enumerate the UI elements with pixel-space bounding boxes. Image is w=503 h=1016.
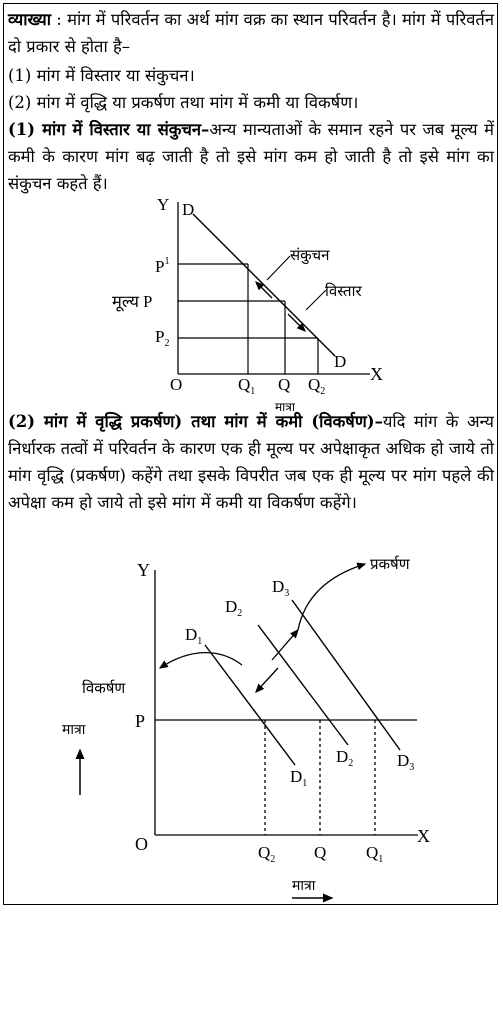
d2-d2-top: $D_2$ (225, 597, 243, 619)
section1-paragraph (8, 116, 494, 197)
intro-paragraph (8, 6, 494, 60)
demand-shift-diagram (60, 550, 460, 900)
intro-text: : मांग में परिवर्तन का अर्थ मांग वक्र का स्थान परिवर्तन है। मांग में परिवर्तन दो प्रकार से होता है– (8, 10, 494, 56)
d2-x-label: X (417, 826, 430, 846)
d2-q2-label: $Q_2$ (258, 843, 276, 865)
d1-x-label: X (370, 364, 383, 384)
d2-shift-left-arrow (256, 668, 278, 692)
d1-q1-label: $Q_1$ (238, 375, 256, 397)
d2-increase-curved-arrow (298, 564, 365, 630)
d1-extension-pointer (306, 290, 326, 310)
demand-extension-diagram (100, 190, 400, 412)
d2-decrease-curved-arrow (160, 653, 242, 668)
section2-text: यदि मांग के अन्य निर्धारक तत्वों में परिवर्तन के कारण एक ही मूल्य पर अपेक्षाकृत अधिक हो जाये तो मांग वृद्धि (प्रकर्षण) कहेंगे तथा इसके विपरीत जब एक ही मूल्य पर मांग पहले की अपेक्षा कम हो जाये तो इसे मांग में कमी या विकर्षण कहेंगे। (8, 412, 494, 512)
d2-x-caption: मात्रा (292, 878, 316, 894)
d1-q2-label: $Q_2$ (308, 375, 326, 397)
section1-text: अन्य मान्यताओं के समान रहने पर जब मूल्य में कमी के कारण मांग बढ़ जाती है तो इसे मांग कम हो जाती है तो इसे मांग का संकुचन कहते हैं। (8, 120, 494, 193)
d1-contraction-label: संकुचन (290, 246, 330, 264)
intro-heading: व्याख्या (8, 10, 51, 29)
d2-q-label: Q (314, 843, 327, 862)
d1-p1-label: $P^1$ (155, 256, 170, 276)
d2-increase-label: प्रकर्षण (370, 555, 410, 573)
d1-origin: O (170, 375, 183, 394)
d1-curve-label-bottom: D (334, 352, 347, 371)
d2-q1-label: $Q_1$ (366, 843, 384, 865)
section2-heading: (2) मांग में वृद्धि प्रकर्षण) तथा मांग में कमी (विकर्षण)– (8, 412, 383, 431)
d2-curve-d3 (292, 600, 400, 750)
d1-price-label: मूल्य P (112, 292, 153, 311)
d1-demand-curve (193, 214, 335, 356)
d2-curve-d1 (205, 645, 295, 765)
d1-curve-label-top: D (182, 200, 195, 219)
d1-p2-label: $P_2$ (155, 327, 170, 349)
intro-item-1: (1) मांग में विस्तार या संकुचन। (8, 66, 195, 85)
d1-q-label: Q (278, 375, 291, 394)
d2-d2-bottom: $D_2$ (336, 747, 354, 769)
d2-y-caption: मात्रा (62, 722, 86, 738)
d2-d1-bottom: $D_1$ (290, 767, 308, 789)
d1-x-caption: मात्रा (275, 400, 296, 414)
d2-y-label: Y (137, 560, 150, 580)
d2-curve-d2 (258, 625, 348, 745)
section2-paragraph (8, 408, 494, 516)
d1-extension-label: विस्तार (325, 282, 362, 300)
d2-origin: O (135, 834, 148, 854)
d1-contraction-pointer (267, 256, 290, 280)
d2-d3-bottom: $D_3$ (397, 751, 415, 773)
section1-heading: (1) मांग में विस्तार या संकुचन– (8, 120, 210, 139)
intro-item-2: (2) मांग में वृद्धि या प्रकर्षण तथा मांग में कमी या विकर्षण। (8, 93, 359, 112)
d2-d3-top: $D_3$ (272, 577, 290, 599)
d2-price-label: P (135, 711, 146, 731)
d2-d1-top: $D_1$ (185, 625, 203, 647)
d1-y-label: Y (157, 195, 170, 214)
d2-decrease-label: विकर्षण (82, 679, 126, 697)
d2-shift-right-arrow (272, 630, 298, 660)
